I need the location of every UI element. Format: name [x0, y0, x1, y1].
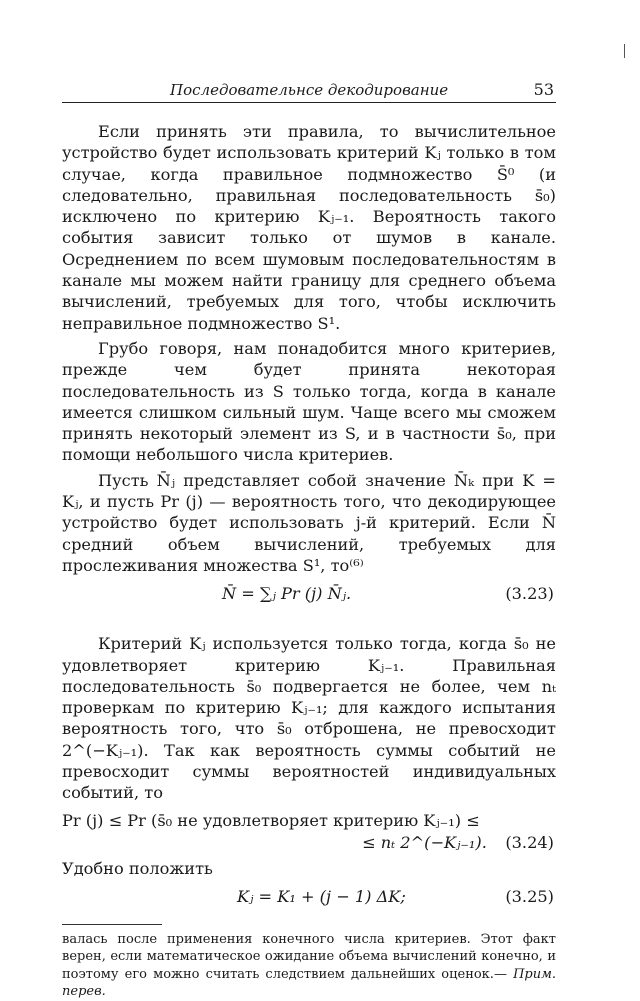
- equation-number: (3.23): [505, 584, 554, 604]
- paragraph-5: Удобно положить: [62, 858, 213, 878]
- page-edge-mark: [624, 44, 625, 58]
- paragraph-2: Грубо говоря, нам понадобится много критериев, прежде чем будет принята некоторая последовательность из S только тогда, когда в канале имеется слишком сильный шум. Чаще всего мы сможем принять некоторый элемент из S, и в частности s̄₀, при помощи небольшого числа критериев.: [62, 338, 556, 465]
- running-title: Последовательнсе декодирование: [170, 81, 449, 99]
- equation-number: (3.25): [505, 886, 554, 906]
- footnote-tail: Прим. перев.: [62, 966, 557, 1000]
- equation-line-2: ≤ nₜ 2^(−Kⱼ₋₁).: [362, 832, 487, 852]
- paragraph-3: Пусть N̄ⱼ представляет собой значение N̄ₖ при K = Kⱼ, и пусть Pr (j) — вероятность того, что декодирующее устройство будет использовать j-й критерий. Если N̄ средний объем вычислений, требуемых для прослеживания множества S¹, то⁽⁶⁾: [62, 470, 556, 575]
- footnote-text: валась после применения конечного числа критериев. Этот факт верен, если математическое ожидание объема вычислений конечно, и поэтому его можно считать следствием дальнейших оценок.—: [62, 931, 556, 982]
- equation-line-1: Pr (j) ≤ Pr (s̄₀ не удовлетворяет критерию Kⱼ₋₁) ≤: [62, 810, 480, 830]
- paragraph-1: Если принять эти правила, то вычислительное устройство будет использовать критерий Kⱼ только в том случае, когда правильное подмножество S̄⁰ (и следовательно, правильная последовательность s̄₀) исключено по критерию Kⱼ₋₁. Вероятность такого события зависит только от шумов в канале. Осреднением по всем шумовым последовательностям в канале мы можем найти границу для среднего объема вычислений, требуемых для того, чтобы исключить неправильное подмножество S¹.: [62, 122, 556, 333]
- page-body: [62, 121, 556, 1001]
- paragraph-4: Критерий Kⱼ используется только тогда, когда s̄₀ не удовлетворяет критерию Kⱼ₋₁. Правильная последовательность s̄₀ подвергается не более, чем nₜ проверкам по критерию Kⱼ₋₁; для каждого испытания вероятность того, что s̄₀ отброшена, не превосходит 2^(−Kⱼ₋₁). Так как вероятность суммы событий не превосходит суммы вероятностей индивидуальных событий, то: [62, 634, 556, 803]
- book-page: [62, 80, 556, 1001]
- equation-3-24: [62, 810, 556, 854]
- footnote-rule: [62, 924, 162, 925]
- equation-formula: Kⱼ = K₁ + (j − 1) ΔK;: [237, 886, 406, 906]
- equation-formula: N̄ = ∑ⱼ Pr (j) N̄ⱼ.: [222, 584, 352, 604]
- equation-number: (3.24): [505, 832, 554, 852]
- page-header: [62, 80, 556, 103]
- equation-3-25: [62, 884, 556, 914]
- footnote: [62, 931, 556, 1001]
- equation-3-23: [62, 581, 556, 621]
- page-number: 53: [533, 80, 554, 99]
